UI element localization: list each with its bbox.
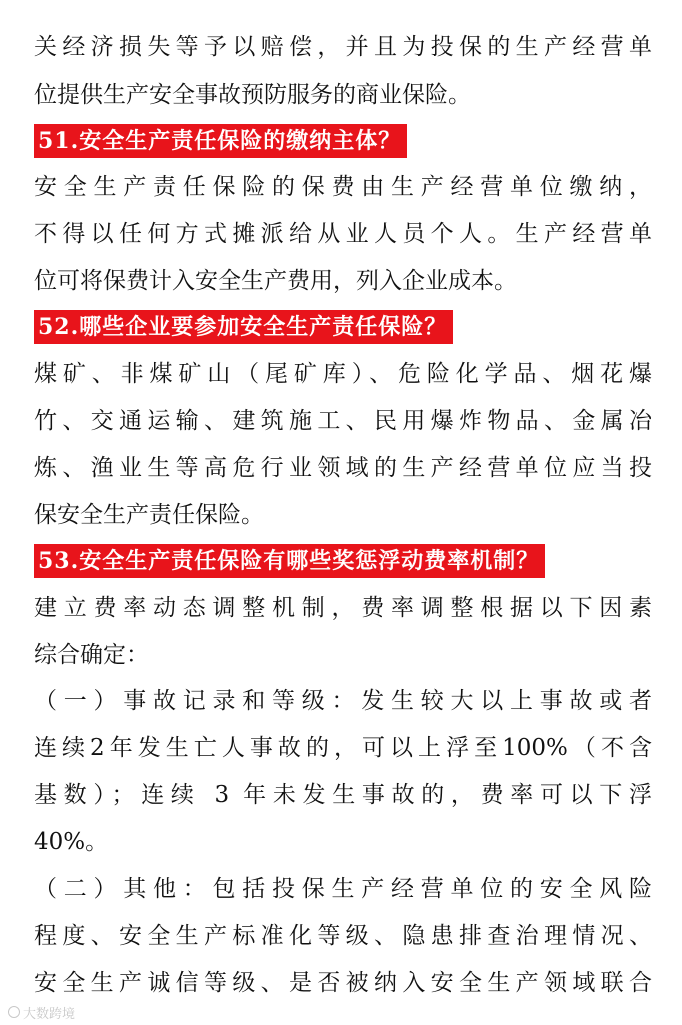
intro-line-1: 关经济损失等予以赔偿，并且为投保的生产经营单 bbox=[34, 34, 652, 60]
q53-item2-line-1: （二）其他：包括投保生产经营单位的安全风险 bbox=[34, 876, 652, 902]
q53-item2-line-3: 安全生产诚信等级、是否被纳入安全生产领域联合 bbox=[34, 970, 652, 996]
q52-heading: 52.哪些企业要参加安全生产责任保险？ bbox=[34, 310, 453, 344]
q53-item1-line-4: 40%。 bbox=[34, 829, 109, 855]
q52-line-4: 保安全生产责任保险。 bbox=[34, 502, 264, 528]
watermark-logo-icon bbox=[8, 1006, 20, 1018]
q53-item1-line-2: 连续2年发生亡人事故的，可以上浮至100%（不含 bbox=[34, 735, 652, 761]
q53-line-1: 建立费率动态调整机制，费率调整根据以下因素 bbox=[34, 595, 652, 621]
q52-line-2: 竹、交通运输、建筑施工、民用爆炸物品、金属冶 bbox=[34, 408, 652, 434]
q51-heading: 51.安全生产责任保险的缴纳主体？ bbox=[34, 124, 407, 158]
q53-item2-line-2: 程度、安全生产标准化等级、隐患排查治理情况、 bbox=[34, 923, 652, 949]
intro-line-2: 位提供生产安全事故预防服务的商业保险。 bbox=[34, 82, 471, 108]
q53-item1-line-3: 基数）；连续 3 年未发生事故的，费率可以下浮 bbox=[34, 782, 652, 808]
q51-line-1: 安全生产责任保险的保费由生产经营单位缴纳， bbox=[34, 174, 652, 200]
q53-line-2: 综合确定： bbox=[34, 642, 149, 668]
q52-line-3: 炼、渔业生等高危行业领域的生产经营单位应当投 bbox=[34, 455, 652, 481]
q53-heading: 53.安全生产责任保险有哪些奖惩浮动费率机制？ bbox=[34, 544, 545, 578]
q52-line-1: 煤矿、非煤矿山（尾矿库）、危险化学品、烟花爆 bbox=[34, 361, 652, 387]
watermark-text: 大数跨境 bbox=[23, 1006, 76, 1022]
q53-item1-line-1: （一）事故记录和等级：发生较大以上事故或者 bbox=[34, 688, 652, 714]
q51-line-2: 不得以任何方式摊派给从业人员个人。生产经营单 bbox=[34, 221, 652, 247]
watermark bbox=[8, 1002, 75, 1022]
q51-line-3: 位可将保费计入安全生产费用，列入企业成本。 bbox=[34, 268, 517, 294]
